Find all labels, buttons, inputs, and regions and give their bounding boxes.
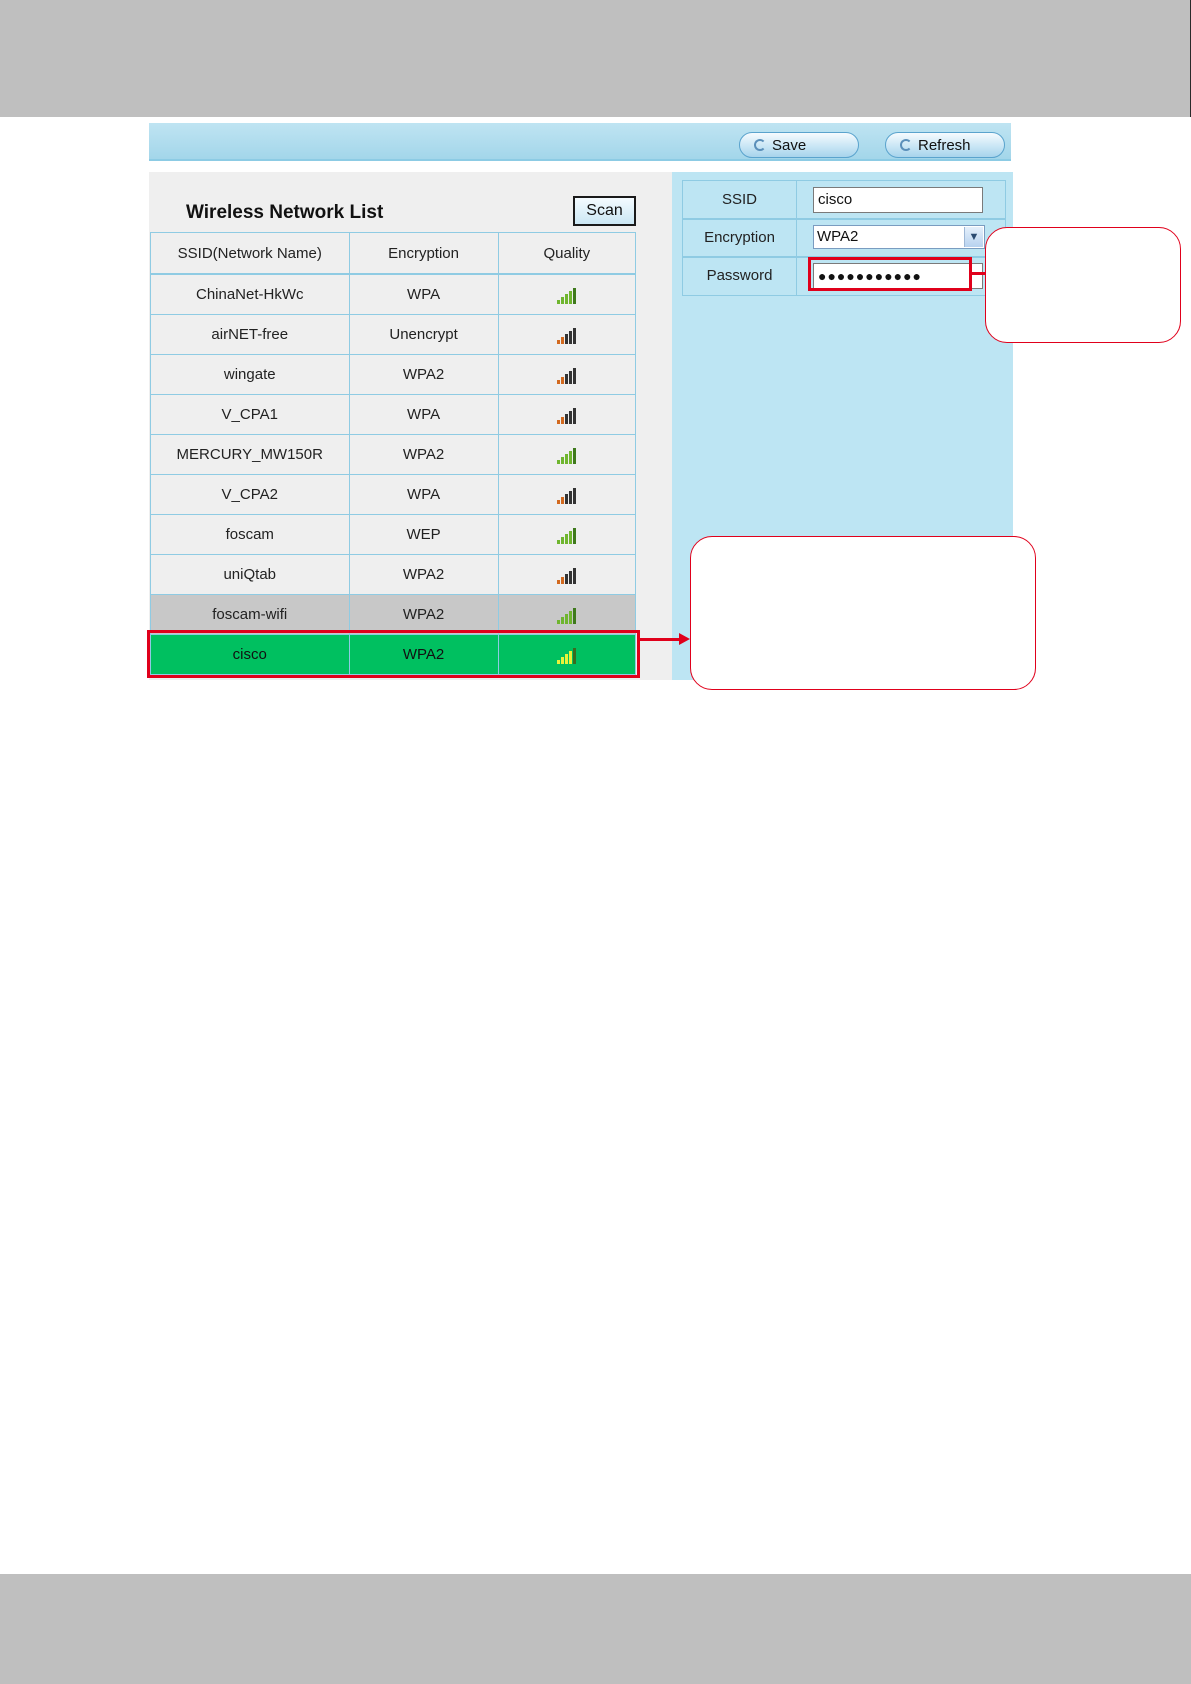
table-header-row: [151, 233, 636, 275]
table-row[interactable]: [151, 315, 636, 355]
cell-ssid: wingate: [151, 355, 350, 395]
signal-strong-icon: [557, 447, 577, 463]
cell-ssid: uniQtab: [151, 555, 350, 595]
page-header-band: [0, 0, 1191, 117]
signal-weak-icon: [557, 567, 577, 583]
password-callout-connector: [972, 272, 986, 275]
cell-ssid: ChinaNet-HkWc: [151, 274, 350, 315]
cell-encryption: WPA2: [349, 435, 498, 475]
table-row[interactable]: [151, 435, 636, 475]
signal-strong-icon: [557, 527, 577, 543]
password-input[interactable]: ●●●●●●●●●●●: [813, 263, 983, 289]
wireless-network-table: [150, 232, 636, 675]
cell-ssid: V_CPA2: [151, 475, 350, 515]
save-label: Save: [772, 137, 807, 154]
cell-ssid: V_CPA1: [151, 395, 350, 435]
cell-encryption: WPA: [349, 475, 498, 515]
cell-quality: [498, 315, 635, 355]
table-row[interactable]: [151, 555, 636, 595]
wireless-list-title: Wireless Network List: [186, 202, 384, 223]
cell-ssid: foscam-wifi: [151, 595, 350, 635]
column-header-ssid: SSID(Network Name): [151, 233, 350, 275]
cell-ssid: airNET-free: [151, 315, 350, 355]
chevron-down-icon[interactable]: ▼: [964, 227, 983, 247]
refresh-circle-icon: [754, 139, 766, 151]
selected-network-highlight-box: [147, 630, 640, 678]
signal-weak-icon: [557, 487, 577, 503]
arrow-right-icon: [679, 633, 690, 645]
encryption-select[interactable]: [813, 225, 985, 249]
cell-ssid: MERCURY_MW150R: [151, 435, 350, 475]
column-header-quality: Quality: [498, 233, 635, 275]
cell-quality: [498, 475, 635, 515]
encryption-label: Encryption: [683, 219, 797, 257]
cell-ssid: foscam: [151, 515, 350, 555]
column-header-encryption: Encryption: [349, 233, 498, 275]
refresh-circle-icon: [900, 139, 912, 151]
cell-quality: [498, 435, 635, 475]
cell-quality: [498, 355, 635, 395]
table-row[interactable]: [151, 274, 636, 315]
cell-quality: [498, 595, 635, 635]
encryption-row: [682, 218, 1006, 258]
ssid-input[interactable]: cisco: [813, 187, 983, 213]
cell-encryption: WPA2: [349, 595, 498, 635]
table-row[interactable]: [151, 475, 636, 515]
password-label: Password: [683, 257, 797, 295]
table-body: [151, 274, 636, 675]
signal-strong-icon: [557, 607, 577, 623]
password-callout-bubble: [985, 227, 1181, 343]
table-row[interactable]: [151, 355, 636, 395]
signal-weak-icon: [557, 327, 577, 343]
ssid-label: SSID: [683, 181, 797, 219]
refresh-button[interactable]: [885, 132, 1005, 158]
signal-weak-icon: [557, 367, 577, 383]
cell-ssid: cisco: [151, 635, 350, 675]
table-row[interactable]: [151, 395, 636, 435]
cell-encryption: WPA2: [349, 355, 498, 395]
signal-weak-icon: [557, 407, 577, 423]
cell-encryption: WPA2: [349, 635, 498, 675]
cell-encryption: Unencrypt: [349, 315, 498, 355]
table-row[interactable]: [151, 515, 636, 555]
cell-encryption: WEP: [349, 515, 498, 555]
toolbar: [149, 123, 1011, 161]
encryption-select-value: WPA2: [817, 228, 859, 245]
cell-quality: [498, 555, 635, 595]
cell-encryption: WPA2: [349, 555, 498, 595]
save-button[interactable]: [739, 132, 859, 158]
page-footer-band: [0, 1574, 1191, 1684]
cell-quality: [498, 515, 635, 555]
wireless-list-panel: [149, 172, 674, 680]
cell-encryption: WPA: [349, 395, 498, 435]
cell-quality: [498, 274, 635, 315]
cell-encryption: WPA: [349, 274, 498, 315]
table-row[interactable]: [151, 595, 636, 635]
selected-network-callout-bubble: [690, 536, 1036, 690]
cell-quality: [498, 395, 635, 435]
scan-button[interactable]: Scan: [573, 196, 636, 226]
password-highlight-box: [808, 257, 972, 291]
refresh-label: Refresh: [918, 137, 971, 154]
ssid-row: [682, 180, 1006, 220]
signal-strong-icon: [557, 287, 577, 303]
